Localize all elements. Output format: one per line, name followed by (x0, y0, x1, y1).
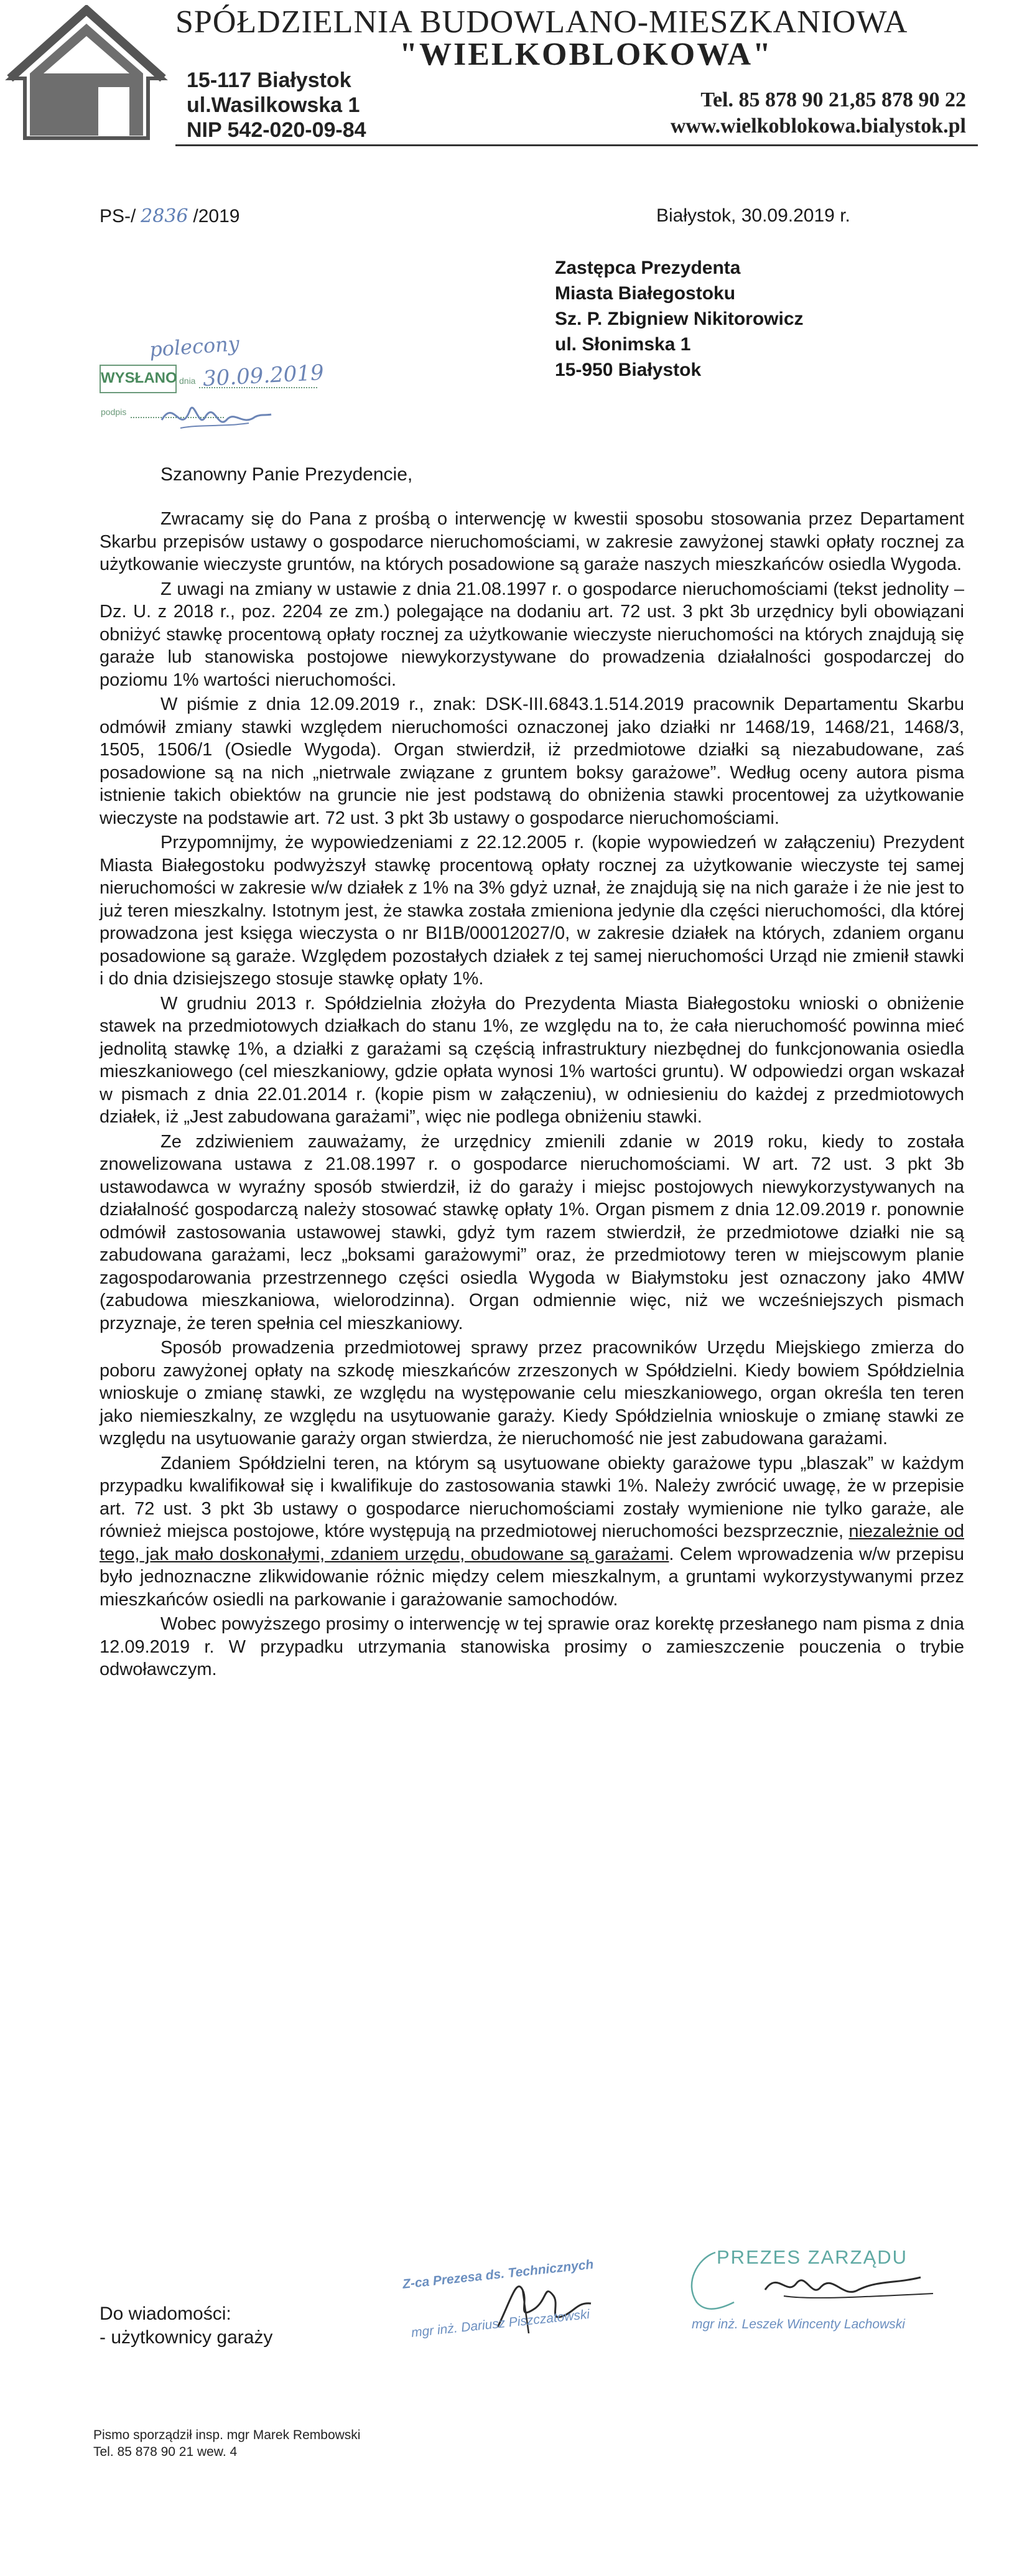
president-signature-title: PREZES ZARZĄDU (717, 2246, 908, 2268)
prepared-by-block (93, 2427, 360, 2460)
president-signature-name: mgr inż. Leszek Wincenty Lachowski (692, 2317, 905, 2331)
sent-stamp-label: WYSŁANO (100, 365, 177, 393)
postal-city: 15-117 Białystok (187, 68, 351, 92)
prepared-by-line: Pismo sporządził insp. mgr Marek Rembowski (93, 2428, 361, 2442)
nip-number: NIP 542-020-09-84 (187, 118, 366, 142)
reference-handwritten-number: 2836 (141, 205, 188, 227)
body-paragraph: Z uwagi na zmiany w ustawie z dnia 21.08.1997 r. o gospodarce nieruchomościami (tekst jednolity – Dz. U. z 2018 r., poz. 2204 ze zm.) polegające na dodaniu art. 72 ust. 3 pkt 3b urzędnicy byli obowiązani obniżyć stawkę procentową opłaty rocznej za użytkowanie wieczyste nieruchomości na których znajdują się garaże lub stanowiska postojowe niewykorzystywane do prowadzenia działalności gospodarczej do poziomu 1% wartości nieruchomości. (100, 579, 964, 690)
prepared-by-phone: Tel. 85 878 90 21 wew. 4 (93, 2445, 238, 2459)
body-paragraph: Ze zdziwieniem zauważamy, że urzędnicy zmienili zdanie w 2019 roku, kiedy to została znowelizowana ustawa z 21.08.1997 r. o gospodarce nieruchomościami. W art. 72 ust. 3 pkt 3b ustawodawca w wyraźny sposób stwierdził, iż do garaży i miejsc postojowych niewykorzystywanych na działalność gospodarczą należy stosować stawkę opłaty 1%. Organ pismem z dnia 12.09.2019 r. ponownie odmówił zastosowania ustawowej stawki, gdyż tym razem stwierdził, że przedmiotowe działki nie są zabudowana garażami, lecz „boksami garażowymi” oraz, że przedmiotowy teren w miejscowym planie zagospodarowania przestrzennego części osiedla Wygoda w Białymstoku jest oznaczony jako 4MW (zabudowa mieszkaniowa, wielorodzinna). Organ odmiennie więc, niż we wcześniejszych pismach przyznaje, że teren spełnia cel mieszkaniowy. (100, 1131, 964, 1333)
body-paragraph (100, 1452, 964, 1612)
body-paragraph: Zwracamy się do Pana z prośbą o interwencję w kwestii sposobu stosowania przez Departament Skarbu przepisów ustawy o gospodarce nieruchomościami, w zakresie zawyżonej stawki opłaty rocznej za użytkowanie wieczyste gruntów, na których posadowione są garaże naszych mieszkańców osiedla Wygoda. (100, 509, 964, 574)
body-paragraph: W grudniu 2013 r. Spółdzielnia złożyła do Prezydenta Miasta Białegostoku wnioski o obniżenie stawek na przedmiotowych działkach do stanu 1%, ze względu na to, że cała nieruchomość powinna mieć jednolitą stawkę 1%, a działki z garażami są częścią infrastruktury niezbędnej do funkcjonowania osiedla mieszkaniowego (cel mieszkaniowy, gdzie opłata wynosi 1% wartości gruntu). W odpowiedzi organ wskazał w pismach z dnia 22.01.2014 r. (kopie pism w załączeniu), w odniesieniu do każdej z przedmiotowych działek, iż „Jest zabudowana garażami”, więc nie podlega obniżeniu stawki. (100, 993, 964, 1127)
stamp-handwritten-note: polecony (148, 331, 240, 362)
reference-prefix: PS-/ (100, 206, 136, 226)
addressee-line: Zastępca Prezydenta (555, 258, 741, 278)
body-paragraph: Wobec powyższego prosimy o interwencję w tej sprawie oraz korektę przesłanego nam pisma z dnia 12.09.2019 r. W przypadku utrzymania stanowiska prosimy o zamieszczenie pouczenia o trybie odwoławczym. (100, 1614, 964, 1679)
organization-name: SPÓŁDZIELNIA BUDOWLANO-MIESZKANIOWA (175, 4, 908, 40)
body-paragraph: Przypomnijmy, że wypowiedzeniami z 22.12.2005 r. (kopie wypowiedzeń w załączeniu) Prezydent Miasta Białegostoku podwyższył stawkę procentową opłaty rocznej za użytkowanie wieczyste tej samej nieruchomości w zakresie w/w działek z 1% na 3% gdyż uznał, że znajdują się na nich garaże i że nie jest to już teren mieszkalny. Istotnym jest, że stawka została zmieniona jedynie dla części nieruchomości, dla której prowadzona jest księga wieczysta o nr BI1B/00012027/0, w zakresie działek na których, zdaniem organu posadowione są garaże. Względem pozostałych działek z tej samej nieruchomości Urząd nie zmienił stawki i do dnia dzisiejszego stosuje stawkę opłaty 1%. (100, 833, 964, 989)
stamp-date-prefix: dnia (179, 376, 196, 386)
addressee-line: ul. Słonimska 1 (555, 334, 691, 355)
letterhead-divider (175, 144, 978, 146)
stamp-date-line (199, 387, 317, 388)
addressee-line: Miasta Białegostoku (555, 283, 736, 304)
reference-suffix: /2019 (193, 206, 240, 226)
stamp-handwritten-date: 30.09.2019 (202, 360, 325, 392)
carbon-copy-block (100, 2302, 272, 2350)
cc-label: Do wiadomości: (100, 2303, 231, 2324)
body-paragraph: Sposób prowadzenia przedmiotowej sprawy przez pracowników Urzędu Miejskiego zmierza do poboru zawyżonej opłaty na szkodę mieszkańców zrzeszonych w Spółdzielni. Kiedy bowiem Spółdzielnia wnioskuje o zmianę stawki, ze względu na występowanie celu mieszkaniowego, organ określa ten teren jako niemieszkalny, ze względu na usytuowanie garaży. Kiedy Spółdzielnia wnioskuje o zmianę stawki ze względu na usytuowanie garaży organ stwierdza, że nieruchomość nie jest zabudowana garażami. (100, 1338, 964, 1449)
street-address: ul.Wasilkowska 1 (187, 93, 360, 117)
stamp-signature-scribble-icon (156, 392, 274, 442)
addressee-line: Sz. P. Zbigniew Nikitorowicz (555, 309, 804, 329)
website-address: www.wielkoblokowa.bialystok.pl (670, 114, 966, 138)
addressee-block (555, 255, 804, 383)
body-underlined-text: niezależnie od tego, jak mało doskonałymi, zdaniem urzędu, obudowane są garażami (100, 1521, 964, 1564)
stamp-signature-prefix: podpis (101, 407, 127, 417)
house-logo-icon (5, 5, 168, 143)
deputy-signature-name: mgr inż. Dariusz Piszczatowski (411, 2307, 591, 2340)
body-text-span: Zdaniem Spółdzielni teren, na którym są usytuowane obiekty garażowe typu „blaszak” w każdym przypadku kwalifikował się i kwalifikuje do zastosowania stawki 1%. Należy zwrócić uwagę, że w przepisie art. 72 ust. 3 pkt 3b ustawy o gospodarce nieruchomościami zostały wymienione nie tylko garaże, ale również miejsca postojowe, które występują na przedmiotowej nieruchomości bezsprzecznie, (100, 1453, 964, 1541)
addressee-line: 15-950 Białystok (555, 360, 702, 380)
organization-quoted-name: "WIELKOBLOKOWA" (399, 37, 773, 72)
deputy-signature-scribble-icon (485, 2265, 597, 2346)
salutation: Szanowny Panie Prezydencie, (160, 464, 413, 485)
phone-numbers: Tel. 85 878 90 21,85 878 90 22 (700, 88, 966, 111)
body-paragraph: W piśmie z dnia 12.09.2019 r., znak: DSK-III.6843.1.514.2019 pracownik Departamentu Skarbu odmówił zmiany stawki względem nieruchomości oznaczonej jako działki nr 1468/19, 1468/21, 1468/3, 1505, 1506/1 (Osiedle Wygoda). Organ stwierdził, iż przedmiotowe działki są niezabudowane, zaś posadowione są na nich „nietrwale związane z gruntem boksy garażowe”. Według oceny autora pisma istnienie takich obiektów na gruncie nie jest podstawą do obniżenia stawki procentowej za użytkowanie wieczyste na podstawie art. 72 ust. 3 pkt 3b ustawy o gospodarce nieruchomościami. (100, 694, 964, 828)
reference-number (100, 205, 239, 227)
deputy-signature-title: Z-ca Prezesa ds. Technicznych (402, 2257, 595, 2292)
body-text-span: . Celem wprowadzenia w/w przepisu było jednoznaczne zlikwidowanie różnic między celem mieszkalnym, a gruntami wykorzystywanymi przez mieszkańców osiedli na parkowanie i garażowanie samochodów. (100, 1544, 964, 1610)
place-and-date: Białystok, 30.09.2019 r. (656, 205, 850, 226)
cc-recipient: - użytkownicy garaży (100, 2327, 273, 2348)
letter-body (100, 508, 964, 1683)
